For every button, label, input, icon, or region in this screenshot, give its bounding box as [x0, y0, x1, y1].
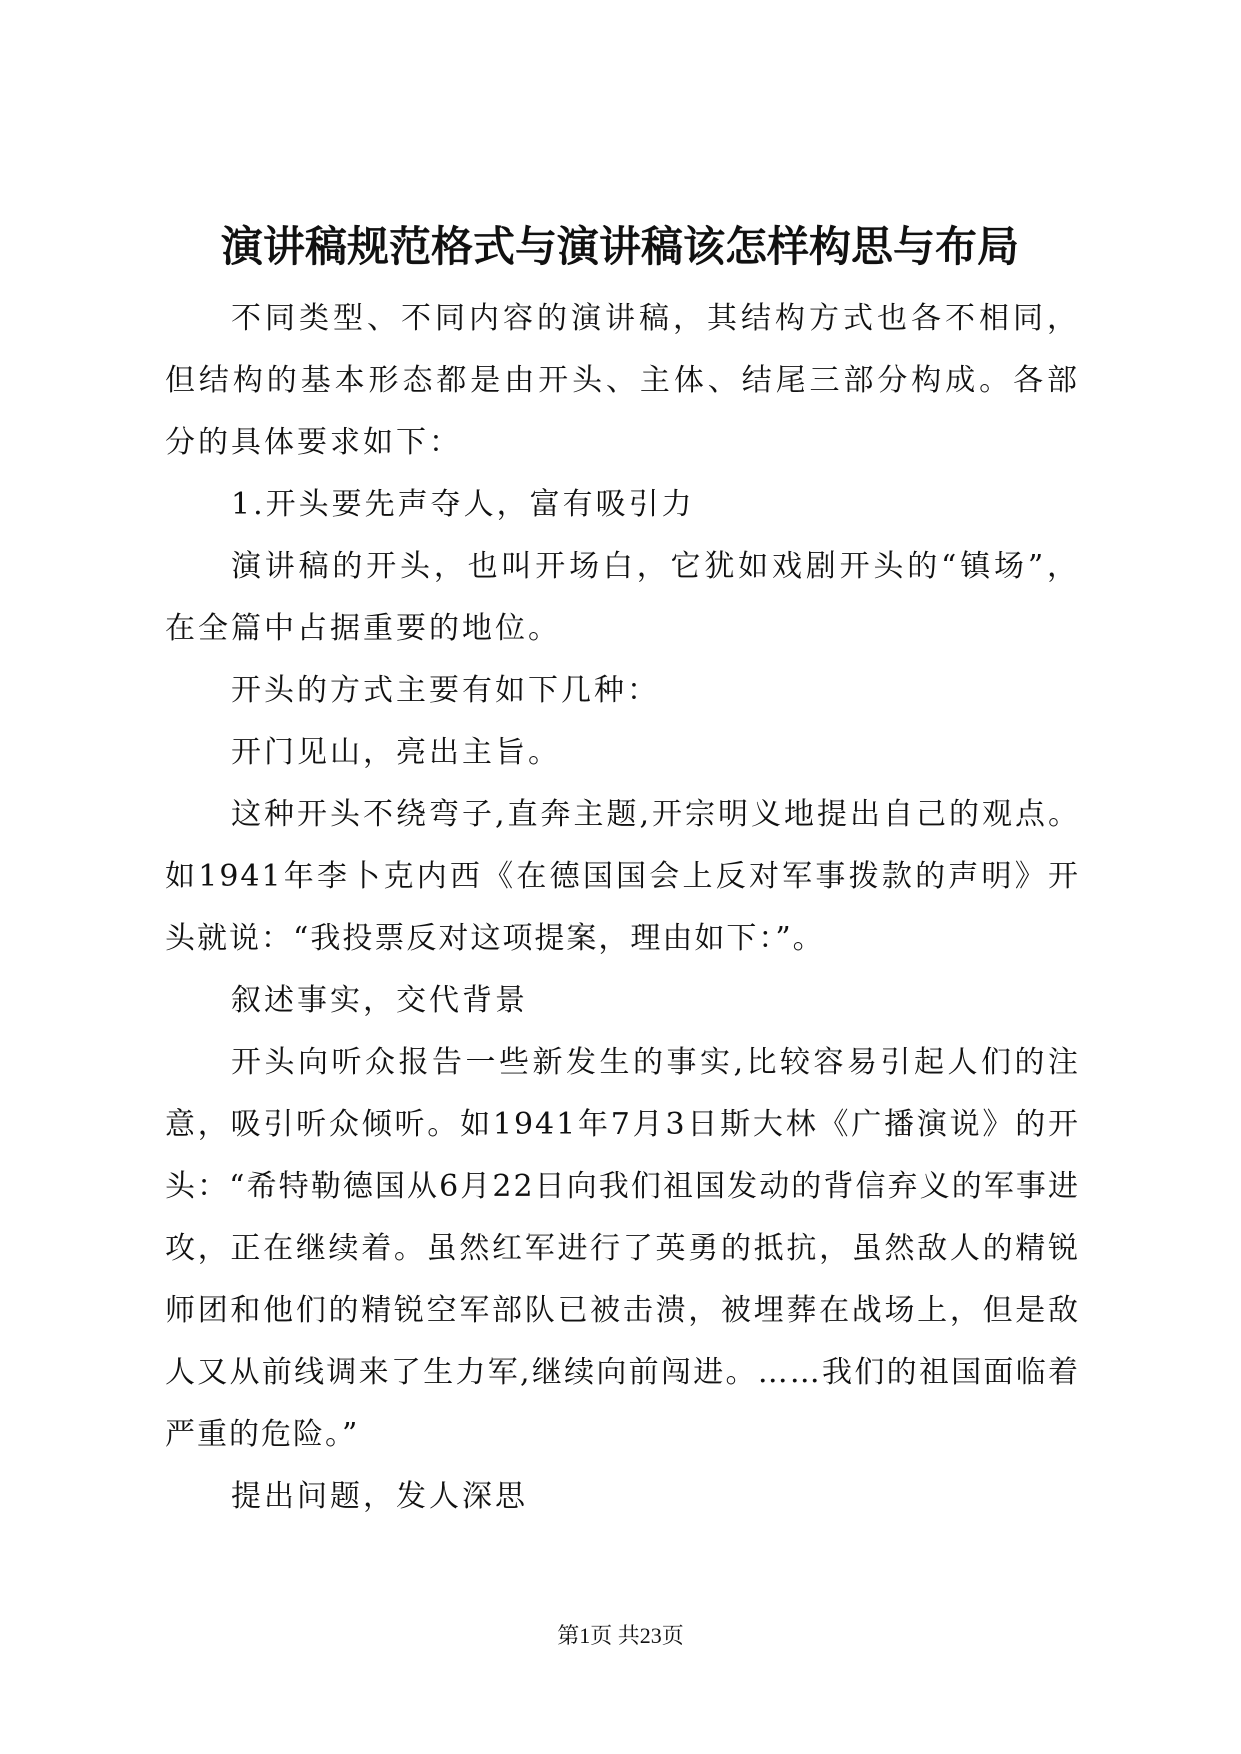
document-body: [165, 288, 1080, 1528]
paragraph: 开头向听众报告一些新发生的事实,比较容易引起人们的注意，吸引听众倾听。如1941年7月3日斯大林《广播演说》的开头：“希特勒德国从6月22日向我们祖国发动的背信弃义的军事进攻，正在继续着。虽然红军进行了英勇的抵抗，虽然敌人的精锐师团和他们的精锐空军部队已被击溃，被埋葬在战场上，但是敌人又从前线调来了生力军,继续向前闯进。……我们的祖国面临着严重的危险。”: [165, 1045, 1080, 1452]
paragraph: 提出问题，发人深思: [231, 1479, 528, 1514]
paragraph: 演讲稿的开头，也叫开场白，它犹如戏剧开头的“镇场”，在全篇中占据重要的地位。: [165, 549, 1080, 646]
paragraph: 不同类型、不同内容的演讲稿，其结构方式也各不相同，但结构的基本形态都是由开头、主体、结尾三部分构成。各部分的具体要求如下：: [165, 301, 1080, 460]
document-title: 演讲稿规范格式与演讲稿该怎样构思与布局: [220, 222, 1019, 271]
paragraph: 这种开头不绕弯子,直奔主题,开宗明义地提出自己的观点。如1941年李卜克内西《在德国国会上反对军事拨款的声明》开头就说：“我投票反对这项提案，理由如下：”。: [165, 797, 1080, 956]
paragraph: 叙述事实，交代背景: [231, 983, 528, 1018]
paragraph: 开头的方式主要有如下几种：: [231, 673, 660, 708]
paragraph: 开门见山，亮出主旨。: [231, 735, 561, 770]
page-number-footer: 第1页 共23页: [557, 1623, 684, 1648]
section-heading: 1.开头要先声夺人，富有吸引力: [231, 487, 695, 522]
